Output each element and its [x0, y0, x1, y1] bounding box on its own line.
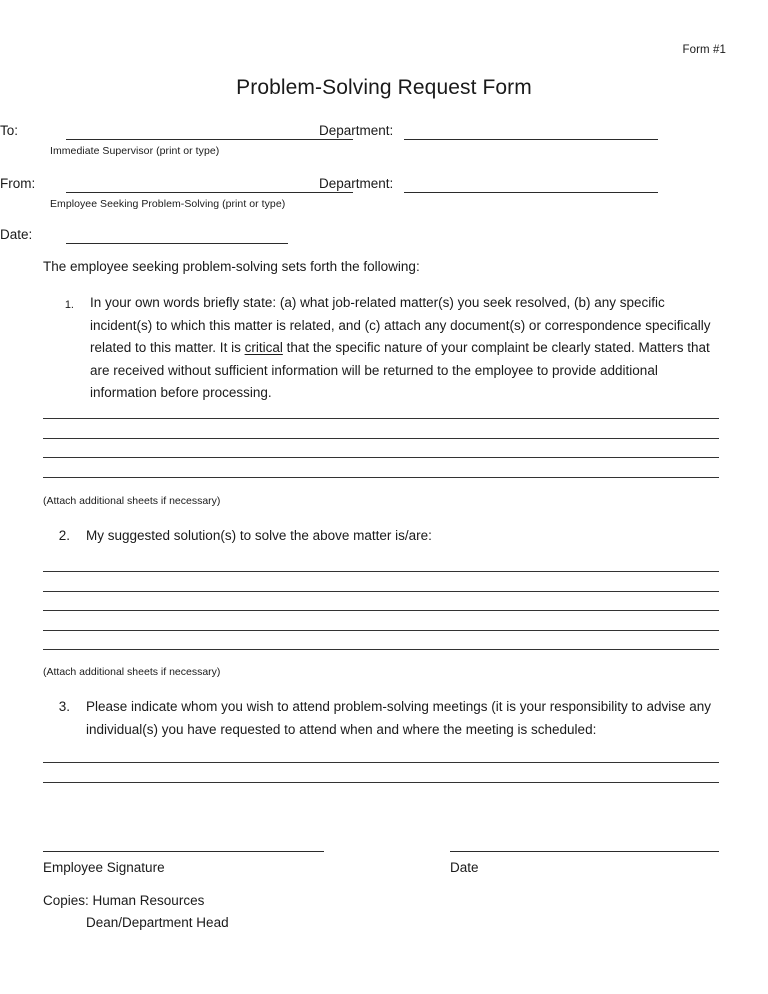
item-3-text: Please indicate whom you wish to attend problem-solving meetings (it is your responsibility to advise any individual(s) you have requested to attend when and where the meeting is scheduled:: [86, 699, 712, 737]
item-1-number: 1.: [64, 299, 74, 311]
rule-line[interactable]: [43, 591, 719, 592]
item-3: [56, 696, 719, 741]
from-caption: Employee Seeking Problem-Solving (print or type): [50, 198, 286, 210]
rule-line[interactable]: [43, 630, 719, 631]
from-label: From:: [0, 176, 36, 191]
from-input-line[interactable]: [66, 192, 353, 193]
to-caption: Immediate Supervisor (print or type): [50, 145, 220, 157]
copies-line-1: Copies: Human Resources: [43, 893, 205, 908]
page-title: Problem-Solving Request Form: [236, 76, 532, 99]
item-2-answer-lines: [43, 571, 719, 650]
item-1: [60, 292, 719, 405]
to-department-label: Department:: [319, 123, 394, 138]
date-signature-label: Date: [450, 860, 479, 875]
rule-line[interactable]: [43, 418, 719, 419]
rule-line[interactable]: [43, 457, 719, 458]
item-1-answer-lines: [43, 418, 719, 478]
to-input-line[interactable]: [66, 139, 353, 140]
rule-line[interactable]: [43, 477, 719, 478]
date-label: Date:: [0, 227, 33, 242]
from-department-label: Department:: [319, 176, 394, 191]
item-2-attach-note: (Attach additional sheets if necessary): [43, 666, 221, 678]
rule-line[interactable]: [43, 649, 719, 650]
item-1-text-after: that the specific nature of your complaint be clearly stated. Matters that are received without sufficient information will be returned to the employee to provide additional information before processing.: [90, 340, 710, 401]
copies-line-2: Dean/Department Head: [86, 915, 229, 930]
rule-line[interactable]: [43, 782, 719, 783]
intro-text: The employee seeking problem-solving sets forth the following:: [43, 259, 420, 274]
rule-line[interactable]: [43, 438, 719, 439]
rule-line[interactable]: [43, 571, 719, 572]
item-1-text-before: In your own words briefly state: (a) what job-related matter(s) you seek resolved, (b) any specific incident(s) to which this matter is related, and (c) attach any document(s) or correspondence specifically related to this matter. It is: [90, 295, 711, 356]
item-2-text: My suggested solution(s) to solve the above matter is/are:: [86, 528, 432, 543]
from-department-input-line[interactable]: [404, 192, 658, 193]
item-2-number: 2.: [58, 528, 70, 543]
to-label: To:: [0, 123, 19, 138]
date-signature-line[interactable]: [450, 851, 719, 852]
employee-signature-label: Employee Signature: [43, 860, 165, 875]
item-3-answer-lines: [43, 762, 719, 783]
rule-line[interactable]: [43, 762, 719, 763]
date-input-line[interactable]: [66, 243, 288, 244]
employee-signature-line[interactable]: [43, 851, 324, 852]
item-1-text: [90, 292, 719, 405]
to-department-input-line[interactable]: [404, 139, 658, 140]
item-1-text-emphasis: critical: [244, 340, 283, 356]
form-number: Form #1: [682, 44, 726, 56]
item-1-attach-note: (Attach additional sheets if necessary): [43, 495, 221, 507]
item-3-number: 3.: [58, 699, 70, 714]
rule-line[interactable]: [43, 610, 719, 611]
item-2: [56, 525, 719, 548]
